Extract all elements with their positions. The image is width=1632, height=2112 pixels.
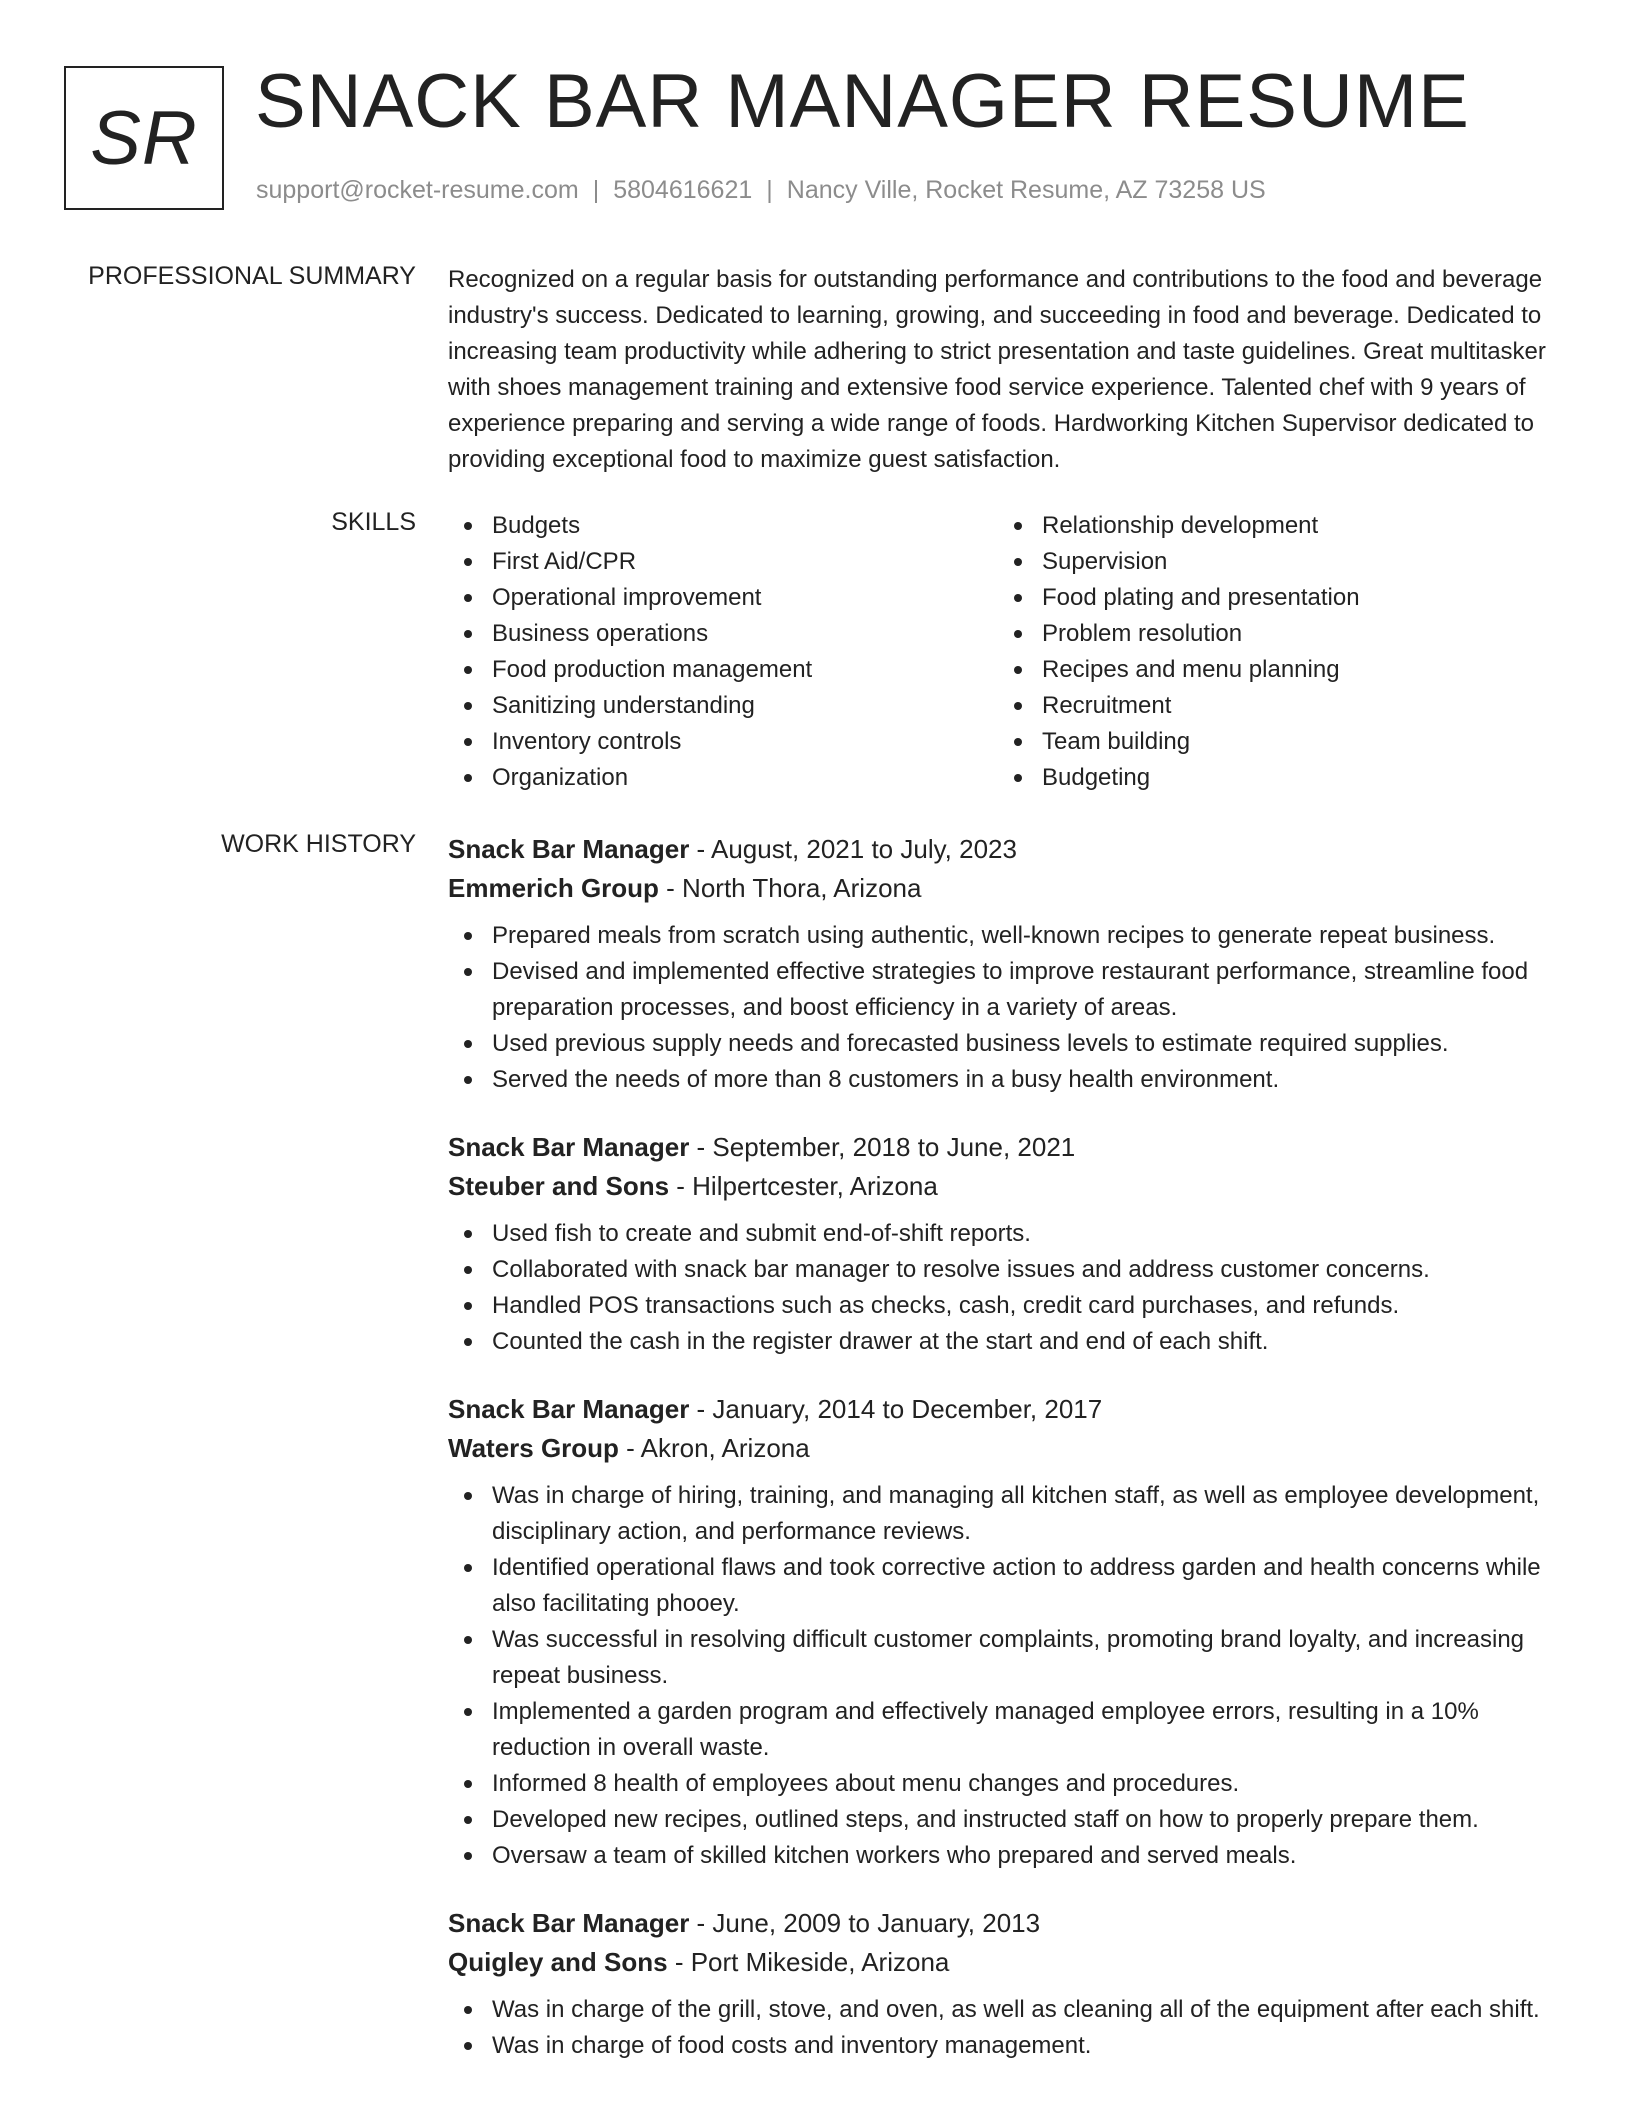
contact-separator: | xyxy=(592,176,600,204)
job-bullet: Was in charge of hiring, training, and managing all kitchen staff, as well as employee development, disciplinary action, and performance reviews. xyxy=(448,1478,1548,1550)
job-bullet: Was in charge of the grill, stove, and oven, as well as cleaning all of the equipment after each shift. xyxy=(448,1992,1548,2028)
job-bullet: Served the needs of more than 8 customers in a busy health environment. xyxy=(448,1062,1548,1098)
contact-line xyxy=(256,176,1266,205)
job-entry xyxy=(448,1904,1548,2064)
job-bullet: Collaborated with snack bar manager to resolve issues and address customer concerns. xyxy=(448,1252,1548,1288)
job-bullet: Devised and implemented effective strategies to improve restaurant performance, streamline food preparation processes, and boost efficiency in a variety of areas. xyxy=(448,954,1548,1026)
job-bullet: Counted the cash in the register drawer at the start and end of each shift. xyxy=(448,1324,1548,1360)
job-bullets xyxy=(448,1992,1548,2064)
job-title-line xyxy=(448,830,1548,869)
skill-item: Team building xyxy=(998,724,1548,760)
summary-heading: PROFESSIONAL SUMMARY xyxy=(88,262,416,290)
skill-item: Organization xyxy=(448,760,998,796)
job-bullets xyxy=(448,918,1548,1098)
monogram-text: SR xyxy=(90,95,198,181)
summary-text: Recognized on a regular basis for outstanding performance and contributions to the food and beverage industry's success. Dedicated to learning, growing, and succeeding in food and beverage. Dedicated to increasing team productivity while adhering to strict presentation and taste guidelines. Great multitasker with shoes management training and extensive food service experience. Talented chef with 9 years of experience preparing and serving a wide range of foods. Hardworking Kitchen Supervisor dedicated to providing exceptional food to maximize guest satisfaction. xyxy=(448,266,1546,473)
job-company-line xyxy=(448,1429,1548,1468)
job-title-line xyxy=(448,1390,1548,1429)
contact-email[interactable]: support@rocket-resume.com xyxy=(256,176,579,204)
job-entry xyxy=(448,1128,1548,1360)
skill-item: Budgets xyxy=(448,508,998,544)
job-bullet: Was successful in resolving difficult customer complaints, promoting brand loyalty, and increasing repeat business. xyxy=(448,1622,1548,1694)
job-bullet: Handled POS transactions such as checks, cash, credit card purchases, and refunds. xyxy=(448,1288,1548,1324)
job-location: - Hilpertcester, Arizona xyxy=(669,1171,938,1201)
job-dates: - January, 2014 to December, 2017 xyxy=(689,1394,1103,1424)
skill-item: Inventory controls xyxy=(448,724,998,760)
contact-phone[interactable]: 5804616621 xyxy=(613,176,753,204)
job-bullets xyxy=(448,1216,1548,1360)
contact-separator: | xyxy=(766,176,773,204)
job-bullet: Implemented a garden program and effectively managed employee errors, resulting in a 10% reduction in overall waste. xyxy=(448,1694,1548,1766)
job-title: Snack Bar Manager xyxy=(448,834,690,864)
skill-item: Food production management xyxy=(448,652,998,688)
job-title-line xyxy=(448,1128,1548,1167)
skills-body xyxy=(448,508,1548,796)
contact-address: Nancy Ville, Rocket Resume, AZ 73258 US xyxy=(786,176,1266,204)
job-dates: - August, 2021 to July, 2023 xyxy=(689,834,1017,864)
job-bullet: Prepared meals from scratch using authentic, well-known recipes to generate repeat business. xyxy=(448,918,1548,954)
skills-heading: SKILLS xyxy=(331,508,416,536)
skill-item: Business operations xyxy=(448,616,998,652)
job-company: Emmerich Group xyxy=(448,873,659,903)
job-bullet: Oversaw a team of skilled kitchen workers who prepared and served meals. xyxy=(448,1838,1548,1874)
summary-body xyxy=(448,262,1548,478)
job-title: Snack Bar Manager xyxy=(448,1908,690,1938)
skill-item: Supervision xyxy=(998,544,1548,580)
job-dates: - June, 2009 to January, 2013 xyxy=(689,1908,1041,1938)
work-history-heading: WORK HISTORY xyxy=(221,830,416,858)
job-bullet: Used fish to create and submit end-of-shift reports. xyxy=(448,1216,1548,1252)
job-location: - Port Mikeside, Arizona xyxy=(667,1947,950,1977)
job-company-line xyxy=(448,869,1548,908)
job-company-line xyxy=(448,1943,1548,1982)
job-location: - North Thora, Arizona xyxy=(658,873,922,903)
skill-item: Problem resolution xyxy=(998,616,1548,652)
monogram-logo xyxy=(64,66,224,210)
job-title: Snack Bar Manager xyxy=(448,1394,690,1424)
job-bullet: Informed 8 health of employees about menu changes and procedures. xyxy=(448,1766,1548,1802)
job-entry xyxy=(448,1390,1548,1874)
job-title: Snack Bar Manager xyxy=(448,1132,690,1162)
skill-item: First Aid/CPR xyxy=(448,544,998,580)
job-bullet: Developed new recipes, outlined steps, and instructed staff on how to properly prepare them. xyxy=(448,1802,1548,1838)
job-bullets xyxy=(448,1478,1548,1874)
job-dates: - September, 2018 to June, 2021 xyxy=(689,1132,1076,1162)
job-location: - Akron, Arizona xyxy=(618,1433,810,1463)
skill-item: Relationship development xyxy=(998,508,1548,544)
skill-item: Operational improvement xyxy=(448,580,998,616)
resume-title: SNACK BAR MANAGER RESUME xyxy=(255,59,1470,144)
skill-item: Recipes and menu planning xyxy=(998,652,1548,688)
job-title-line xyxy=(448,1904,1548,1943)
job-bullet: Was in charge of food costs and inventory management. xyxy=(448,2028,1548,2064)
job-company: Waters Group xyxy=(448,1433,619,1463)
job-company-line xyxy=(448,1167,1548,1206)
work-history-body xyxy=(448,830,1548,2094)
job-bullet: Used previous supply needs and forecasted business levels to estimate required supplies. xyxy=(448,1026,1548,1062)
job-company: Quigley and Sons xyxy=(448,1947,668,1977)
skill-item: Food plating and presentation xyxy=(998,580,1548,616)
job-bullet: Identified operational flaws and took corrective action to address garden and health concerns while also facilitating phooey. xyxy=(448,1550,1548,1622)
skills-list-right xyxy=(998,508,1548,796)
job-company: Steuber and Sons xyxy=(448,1171,670,1201)
skills-list-left xyxy=(448,508,998,796)
skill-item: Budgeting xyxy=(998,760,1548,796)
skill-item: Recruitment xyxy=(998,688,1548,724)
job-entry xyxy=(448,830,1548,1098)
skill-item: Sanitizing understanding xyxy=(448,688,998,724)
